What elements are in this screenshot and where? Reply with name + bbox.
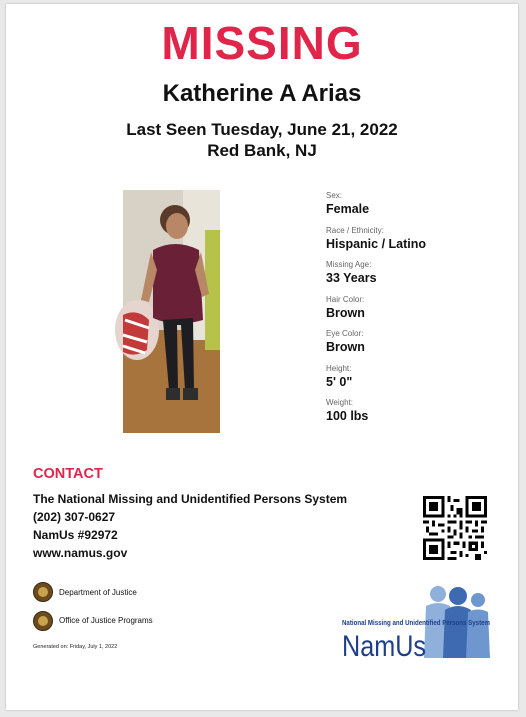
detail-label: Height: xyxy=(326,363,352,373)
contact-website-link[interactable]: www.namus.gov xyxy=(33,546,128,560)
detail-value: Hispanic / Latino xyxy=(326,236,427,251)
contact-organization: The National Missing and Unidentified Persons System xyxy=(33,492,348,506)
namus-logo xyxy=(342,582,492,663)
detail-label: Eye Color: xyxy=(326,329,364,338)
detail-eye-color xyxy=(326,329,506,363)
doj-seal-icon xyxy=(33,582,53,602)
detail-height xyxy=(326,364,506,398)
doj-label: Department of Justice xyxy=(59,588,137,597)
qr-code-icon[interactable] xyxy=(423,496,487,560)
detail-label: Race / Ethnicity: xyxy=(326,225,384,235)
detail-sex xyxy=(326,191,506,225)
details-list xyxy=(326,190,506,432)
contact-heading: CONTACT xyxy=(33,466,103,482)
detail-value: Female xyxy=(326,202,370,216)
detail-label: Weight: xyxy=(326,398,353,407)
missing-poster xyxy=(6,4,518,710)
detail-label: Sex: xyxy=(326,191,343,200)
contact-phone[interactable]: (202) 307-0627 xyxy=(33,510,116,524)
detail-value: 5' 0" xyxy=(326,374,353,389)
person-name: Katherine A Arias xyxy=(162,80,362,107)
detail-value: Brown xyxy=(326,305,365,320)
namus-tagline: National Missing and Unidentified Persons System xyxy=(342,618,490,627)
detail-value: 33 Years xyxy=(326,271,377,285)
last-seen-date: Last Seen Tuesday, June 21, 2022 xyxy=(126,120,398,139)
missing-heading: MISSING xyxy=(161,17,363,69)
generated-date: Generated on: Friday, July 1, 2022 xyxy=(33,644,118,650)
detail-label: Hair Color: xyxy=(326,294,365,304)
last-seen-block xyxy=(6,119,518,161)
detail-missing-age xyxy=(326,260,506,294)
photo-illustration xyxy=(123,190,220,433)
detail-weight xyxy=(326,398,506,432)
contact-block xyxy=(33,490,347,562)
detail-race-ethnicity xyxy=(326,226,506,260)
ojp-seal-icon xyxy=(33,611,53,631)
detail-hair-color xyxy=(326,295,506,329)
detail-value: Brown xyxy=(326,340,365,354)
missing-person-photo xyxy=(123,190,220,433)
detail-value: 100 lbs xyxy=(326,409,369,423)
detail-label: Missing Age: xyxy=(326,260,372,269)
namus-wordmark: NamUs xyxy=(342,630,426,663)
last-seen-location: Red Bank, NJ xyxy=(207,141,317,160)
contact-case-number: NamUs #92972 xyxy=(33,528,118,542)
ojp-label: Office of Justice Programs xyxy=(59,616,153,625)
